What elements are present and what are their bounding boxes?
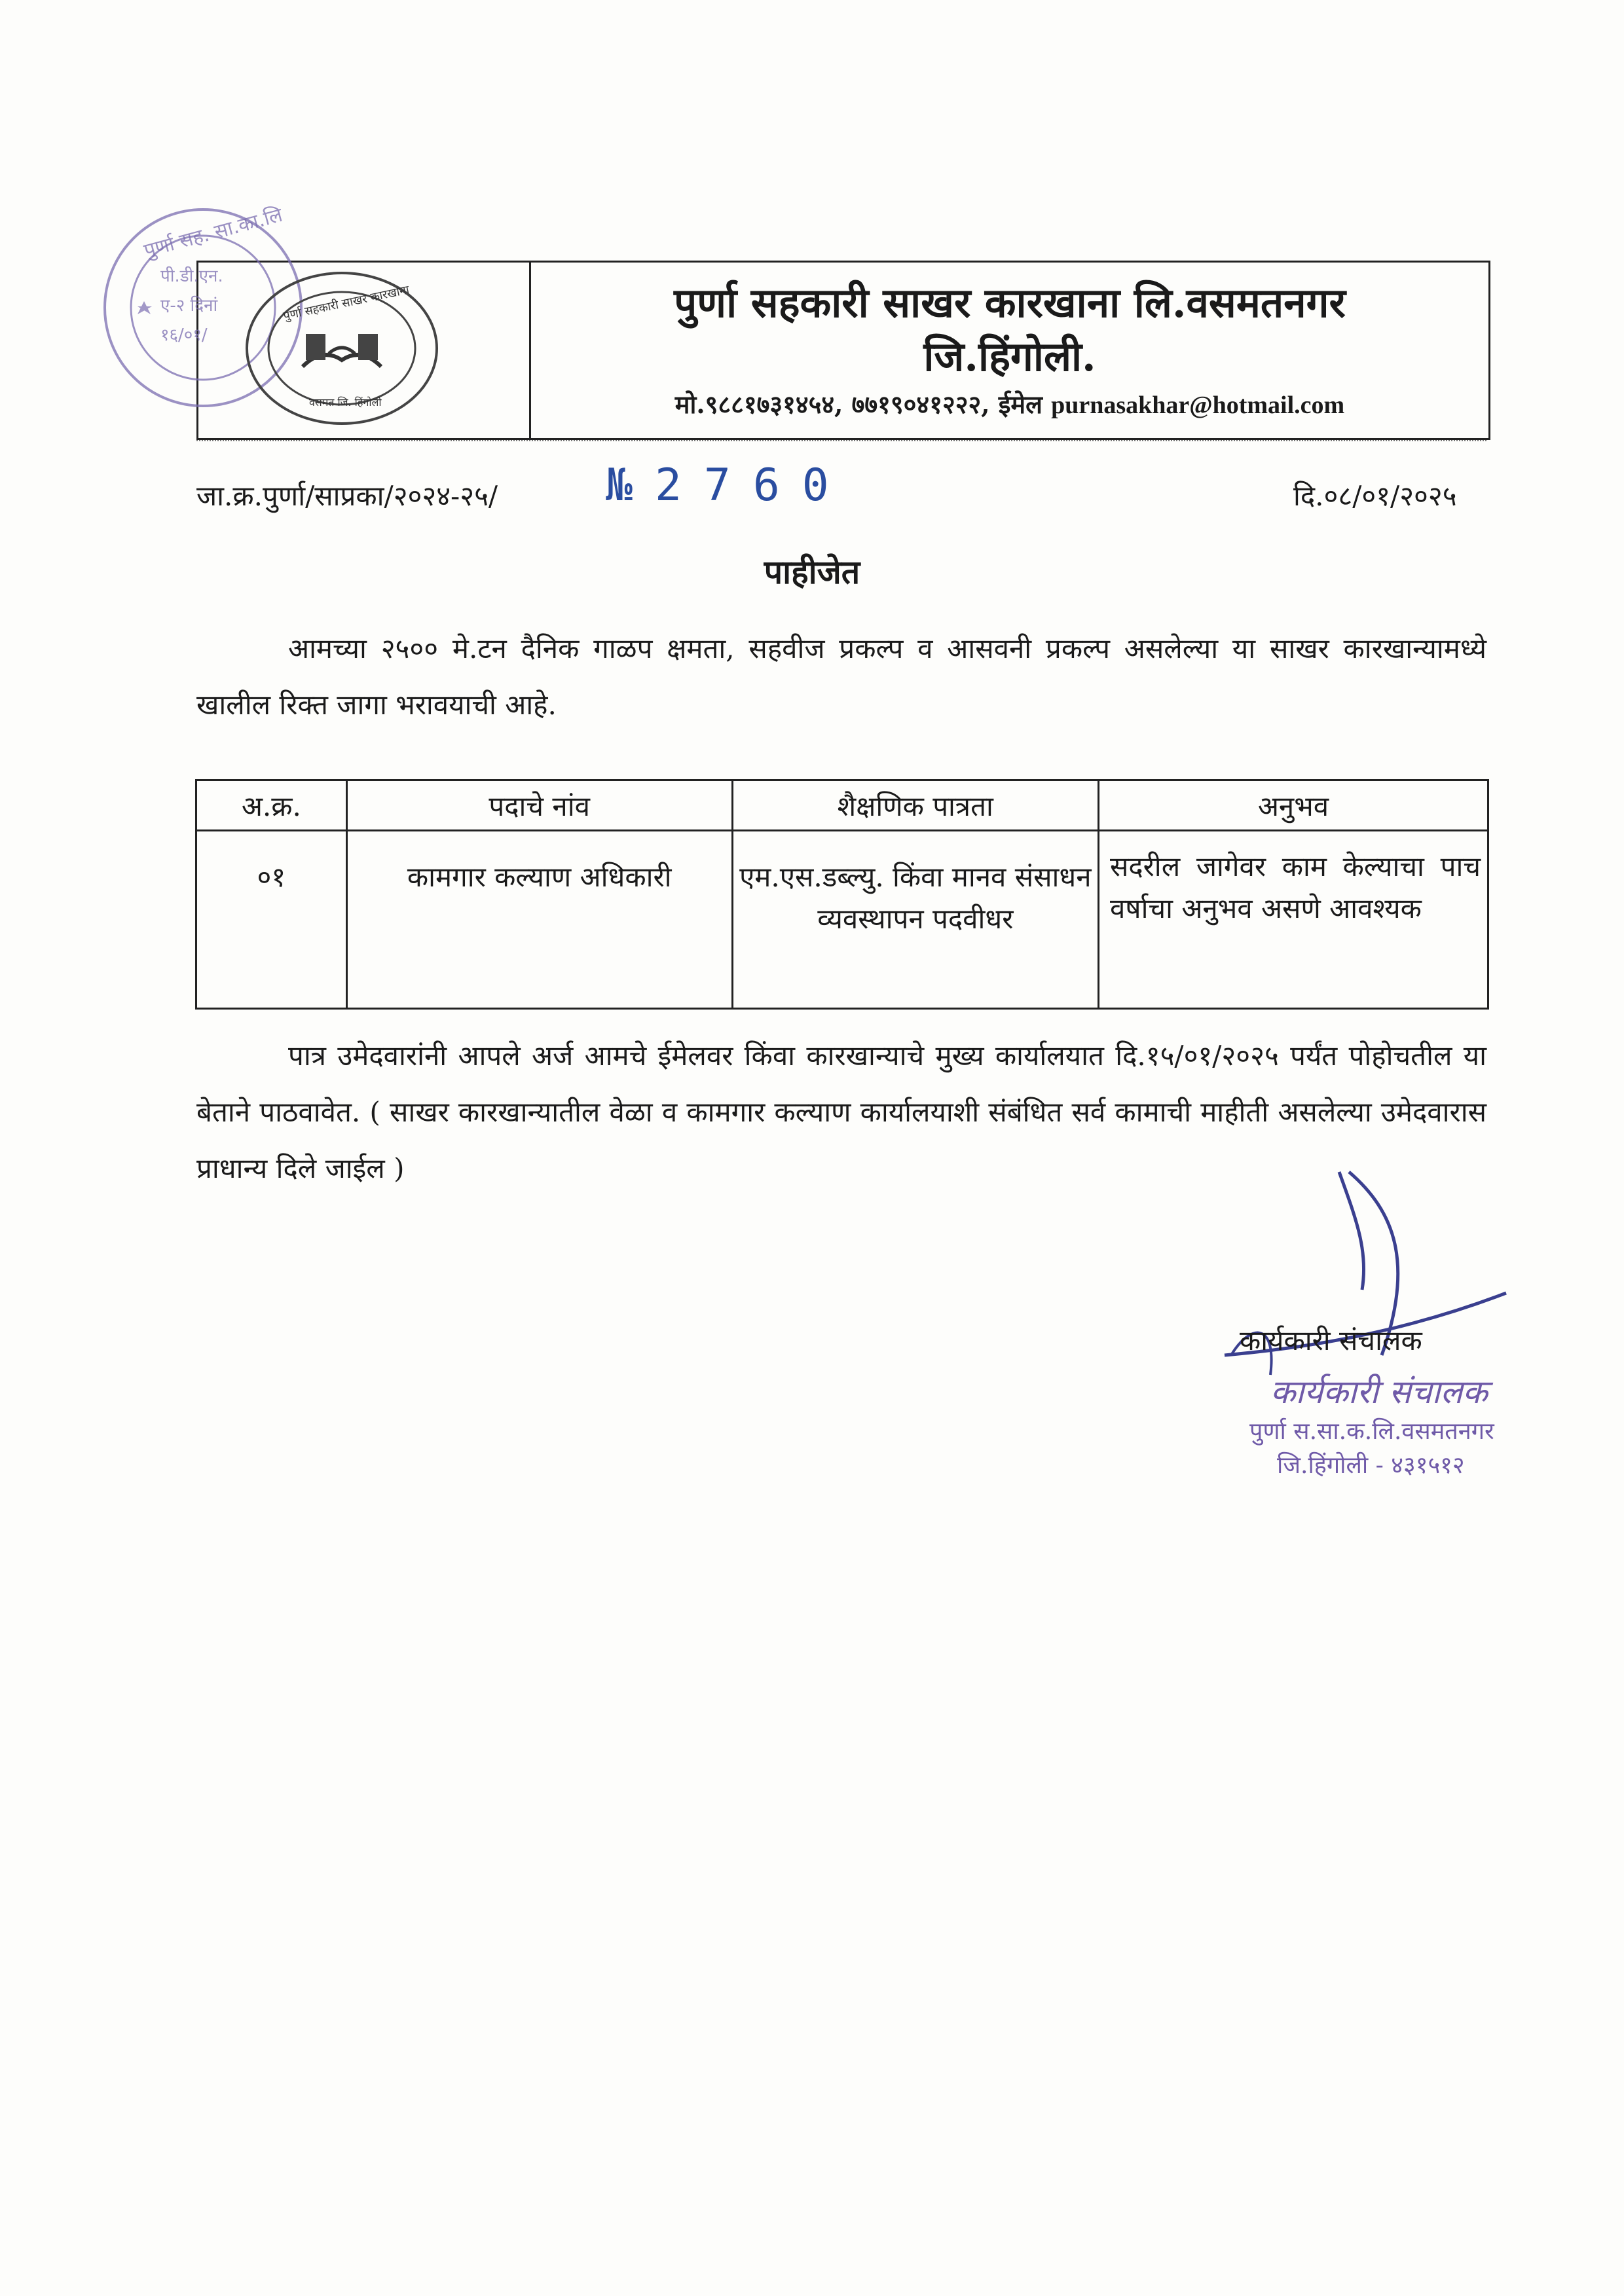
dotted-rule bbox=[196, 440, 1486, 441]
closing-paragraph: पात्र उमेदवारांनी आपले अर्ज आमचे ईमेलवर किंवा कारखान्याचे मुख्य कार्यालयात दि.१५/०१/२०२५ पर्यंत पोहोचतील या बेताने पाठवावेत. ( साखर कारखान्यातील वेळा व कामगार कल्याण कार्यालयाशी संबंधित सर्व कामाची माहीती असलेल्या उमेदवारास प्राधान्य दिले जाईल ) bbox=[196, 1040, 1486, 1184]
signatory-designation: कार्यकारी संचालक bbox=[1240, 1324, 1422, 1357]
stamp-organization: पुर्णा स.सा.क.लि.वसमतनगर bbox=[1249, 1418, 1494, 1445]
svg-text:पी.डी.एन.: पी.डी.एन. bbox=[160, 266, 223, 286]
factory-logo-seal-icon bbox=[244, 268, 492, 429]
intro-paragraph: आमच्या २५०० मे.टन दैनिक गाळप क्षमता, सहवीज प्रकल्प व आसवनी प्रकल्प असलेल्या या साखर कारखान्यामध्ये खालील रिक्त जागा भरावयाची आहे. bbox=[196, 632, 1486, 721]
cell-serial: ०१ bbox=[196, 831, 347, 1009]
serial-stamp-number: №2760 bbox=[606, 460, 851, 511]
notice-title: पाहीजेत bbox=[764, 553, 860, 591]
header-qualification: शैक्षणिक पात्रता bbox=[732, 780, 1098, 831]
contact-numbers: मो.९८८१७३१४५४, ७७१९०४१२२२, ईमेल bbox=[674, 390, 1052, 419]
email-address: purnasakhar@hotmail.com bbox=[1051, 392, 1345, 419]
svg-text:ए-२ दिनां: ए-२ दिनां bbox=[160, 296, 218, 316]
org-name: पुर्णा सहकारी साखर कारखाना लि.वसमतनगर bbox=[674, 279, 1346, 327]
header-serial: अ.क्र. bbox=[196, 780, 347, 831]
table-row bbox=[196, 831, 1488, 1009]
outward-reference-number: जा.क्र.पुर्णा/साप्रका/२०२४-२५/ bbox=[196, 480, 498, 512]
header-post-name: पदाचे नांव bbox=[346, 780, 732, 831]
org-contact bbox=[531, 387, 1488, 421]
org-district: जि.हिंगोली. bbox=[923, 333, 1096, 380]
cell-post-name: कामगार कल्याण अधिकारी bbox=[346, 831, 732, 1009]
designation-stamp: कार्यकारी संचालक bbox=[1270, 1373, 1488, 1411]
vacancy-table bbox=[195, 779, 1489, 1010]
svg-text:वसमत जि. हिंगोली: वसमत जि. हिंगोली bbox=[309, 396, 382, 409]
svg-text:१६/०१/: १६/०१/ bbox=[160, 325, 208, 345]
stamp-place: जि.हिंगोली - ४३१५१२ bbox=[1277, 1452, 1465, 1479]
letter-date: दि.०८/०१/२०२५ bbox=[1293, 480, 1457, 512]
handwritten-signature-icon bbox=[1198, 1159, 1539, 1394]
cell-qualification: एम.एस.डब्ल्यु. किंवा मानव संसाधन व्यवस्थापन पदवीधर bbox=[732, 831, 1098, 1009]
cell-experience: सदरील जागेवर काम केल्याचा पाच वर्षाचा अनुभव असणे आवश्यक bbox=[1098, 831, 1488, 1009]
table-header-row bbox=[196, 780, 1488, 831]
org-block bbox=[531, 263, 1488, 438]
header-experience: अनुभव bbox=[1098, 780, 1488, 831]
svg-text:पुर्णा सहकारी साखर कारखाना: पुर्णा सहकारी साखर कारखाना bbox=[282, 283, 411, 323]
svg-text:पुर्णा सह. सा.का.लि: पुर्णा सह. सा.का.लि bbox=[141, 203, 286, 263]
